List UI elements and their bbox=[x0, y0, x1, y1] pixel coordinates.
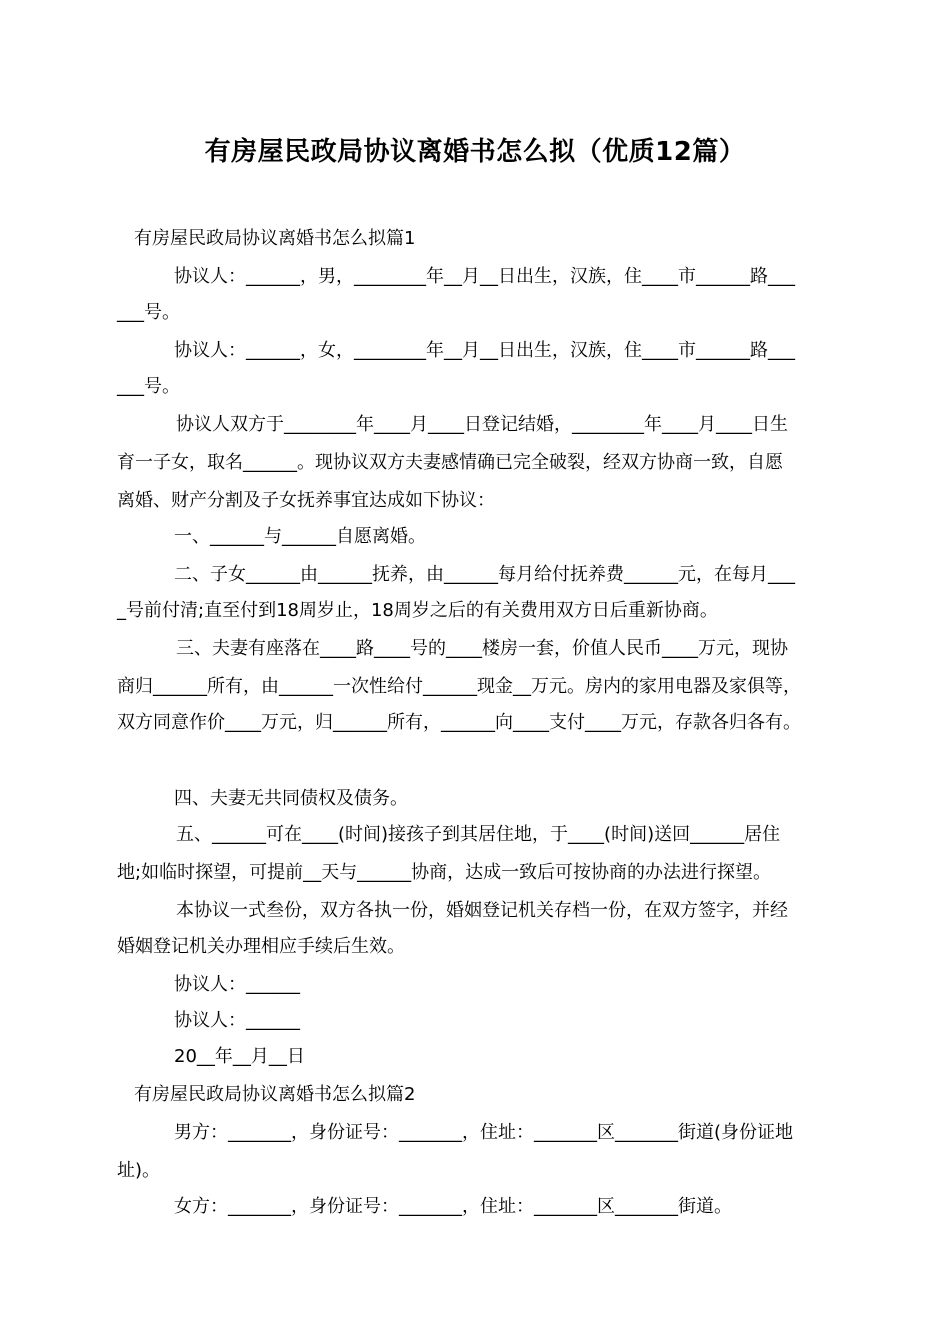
female-party-line: 女方：_______，身份证号：_______，住址：_______区_______街道。 bbox=[174, 1196, 732, 1217]
signature-party-2: 协议人：______ bbox=[174, 1010, 300, 1031]
party-1-line: 协议人：______，男，________年__月__日出生，汉族，住____市______路___ bbox=[174, 266, 795, 287]
party-1-line-continued: ___号。 bbox=[117, 302, 180, 323]
clause-1: 一、______与______自愿离婚。 bbox=[174, 526, 426, 547]
male-party-line-continued: 址)。 bbox=[117, 1160, 161, 1181]
party-2-line-continued: ___号。 bbox=[117, 376, 180, 397]
document-title: 有房屋民政局协议离婚书怎么拟（优质12篇） bbox=[204, 137, 746, 167]
clause-3-line: 商归______所有，由______一次性给付______现金__万元。房内的家用电器及家俱等， bbox=[117, 676, 801, 697]
clause-2-line: _号前付清;直至付到18周岁止，18周岁之后的有关费用双方日后重新协商。 bbox=[117, 600, 718, 621]
party-2-line: 协议人：______，女，________年__月__日出生，汉族，住____市______路___ bbox=[174, 340, 795, 361]
marriage-paragraph-line: 协议人双方于________年____月____日登记结婚，________年____月____日生 bbox=[176, 414, 788, 435]
clause-5-line: 地;如临时探望，可提前__天与______协商，达成一致后可按协商的办法进行探望。 bbox=[117, 862, 772, 883]
effectiveness-paragraph-line: 婚姻登记机关办理相应手续后生效。 bbox=[117, 936, 405, 957]
marriage-paragraph-line: 离婚、财产分割及子女抚养事宜达成如下协议： bbox=[117, 490, 495, 511]
marriage-paragraph-line: 育一子女，取名______。现协议双方夫妻感情确已完全破裂，经双方协商一致，自愿 bbox=[117, 452, 783, 473]
male-party-line: 男方：_______，身份证号：_______，住址：_______区_______街道(身份证地 bbox=[174, 1122, 794, 1143]
clause-3-line: 双方同意作价____万元，归______所有，______向____支付____万元，存款各归各有。 bbox=[117, 712, 801, 733]
signature-date: 20__年__月__日 bbox=[174, 1046, 305, 1067]
clause-5-line: 五、______可在____(时间)接孩子到其居住地，于____(时间)送回______居住 bbox=[176, 824, 781, 845]
signature-party-1: 协议人：______ bbox=[174, 974, 300, 995]
section-heading-1: 有房屋民政局协议离婚书怎么拟篇1 bbox=[134, 228, 416, 249]
clause-3-line: 三、夫妻有座落在____路____号的____楼房一套，价值人民币____万元，现协 bbox=[176, 638, 788, 659]
clause-4: 四、夫妻无共同债权及债务。 bbox=[174, 788, 408, 809]
clause-2-line: 二、子女______由______抚养，由______每月给付抚养费______元，在每月___ bbox=[174, 564, 795, 585]
effectiveness-paragraph-line: 本协议一式叁份，双方各执一份，婚姻登记机关存档一份，在双方签字，并经 bbox=[176, 900, 788, 921]
section-heading-2: 有房屋民政局协议离婚书怎么拟篇2 bbox=[134, 1084, 416, 1105]
